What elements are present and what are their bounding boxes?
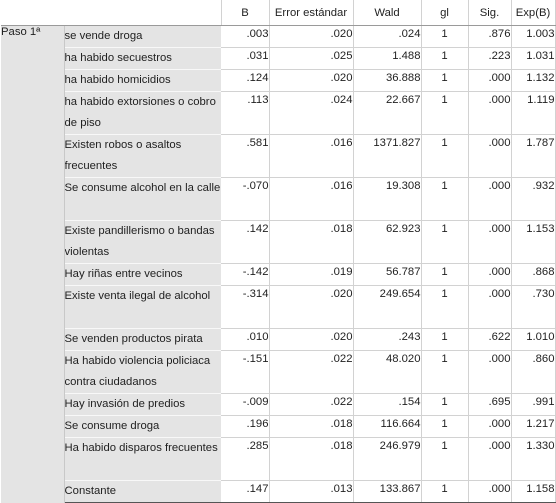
exp-b-value: 1.153	[511, 221, 555, 264]
b-value: .010	[221, 329, 269, 351]
header-wald: Wald	[353, 0, 421, 26]
row-label: Existe venta ilegal de alcohol	[64, 286, 221, 329]
exp-b-value: .868	[511, 264, 555, 286]
b-value: .581	[221, 135, 269, 178]
row-label: Existen robos o asaltos frecuentes	[64, 135, 221, 178]
gl-value: 1	[421, 178, 468, 221]
exp-b-value: 1.010	[511, 329, 555, 351]
wald-value: 19.308	[353, 178, 421, 221]
sig-value: .000	[468, 70, 511, 92]
b-value: .003	[221, 26, 269, 48]
exp-b-value: 1.158	[511, 481, 555, 503]
gl-value: 1	[421, 70, 468, 92]
sig-value: .000	[468, 221, 511, 264]
sig-value: .000	[468, 351, 511, 394]
gl-value: 1	[421, 416, 468, 438]
row-label: Hay riñas entre vecinos	[64, 264, 221, 286]
sig-value: .000	[468, 264, 511, 286]
wald-value: 62.923	[353, 221, 421, 264]
std-error-value: .024	[269, 92, 353, 135]
exp-b-value: .860	[511, 351, 555, 394]
exp-b-value: 1.003	[511, 26, 555, 48]
gl-value: 1	[421, 351, 468, 394]
table-row	[1, 481, 555, 503]
std-error-value: .018	[269, 221, 353, 264]
header-row	[1, 0, 555, 26]
b-value: -.070	[221, 178, 269, 221]
wald-value: .024	[353, 26, 421, 48]
header-b: B	[221, 0, 269, 26]
sig-value: .000	[468, 178, 511, 221]
row-label: ha habido secuestros	[64, 48, 221, 70]
sig-value: .000	[468, 416, 511, 438]
wald-value: 48.020	[353, 351, 421, 394]
std-error-value: .013	[269, 481, 353, 503]
table-row	[1, 264, 555, 286]
std-error-value: .020	[269, 286, 353, 329]
gl-value: 1	[421, 26, 468, 48]
b-value: .124	[221, 70, 269, 92]
b-value: .113	[221, 92, 269, 135]
table-row	[1, 135, 555, 178]
std-error-value: .020	[269, 70, 353, 92]
exp-b-value: 1.119	[511, 92, 555, 135]
table-row	[1, 26, 555, 48]
wald-value: 116.664	[353, 416, 421, 438]
b-value: -.009	[221, 394, 269, 416]
std-error-value: .018	[269, 416, 353, 438]
row-label: Ha habido disparos frecuentes	[64, 438, 221, 481]
gl-value: 1	[421, 286, 468, 329]
std-error-value: .018	[269, 438, 353, 481]
exp-b-value: 1.217	[511, 416, 555, 438]
table-row	[1, 92, 555, 135]
row-label: ha habido homicidios	[64, 70, 221, 92]
sig-value: .695	[468, 394, 511, 416]
table-row	[1, 221, 555, 264]
exp-b-value: 1.330	[511, 438, 555, 481]
row-label: ha habido extorsiones o cobro de piso	[64, 92, 221, 135]
header-corner	[1, 0, 64, 26]
gl-value: 1	[421, 394, 468, 416]
wald-value: 56.787	[353, 264, 421, 286]
wald-value: .154	[353, 394, 421, 416]
exp-b-value: 1.031	[511, 48, 555, 70]
sig-value: .622	[468, 329, 511, 351]
b-value: .031	[221, 48, 269, 70]
table-row	[1, 351, 555, 394]
b-value: -.142	[221, 264, 269, 286]
exp-b-value: .932	[511, 178, 555, 221]
row-label: Se consume droga	[64, 416, 221, 438]
exp-b-value: 1.132	[511, 70, 555, 92]
table-row	[1, 329, 555, 351]
b-value: .147	[221, 481, 269, 503]
sig-value: .000	[468, 135, 511, 178]
b-value: .285	[221, 438, 269, 481]
row-label: se vende droga	[64, 26, 221, 48]
std-error-value: .020	[269, 329, 353, 351]
sig-value: .000	[468, 286, 511, 329]
wald-value: 1371.827	[353, 135, 421, 178]
std-error-value: .016	[269, 135, 353, 178]
exp-b-value: 1.787	[511, 135, 555, 178]
wald-value: 249.654	[353, 286, 421, 329]
table-row	[1, 438, 555, 481]
exp-b-value: .991	[511, 394, 555, 416]
header-exp-b: Exp(B)	[511, 0, 555, 26]
exp-b-value: .730	[511, 286, 555, 329]
gl-value: 1	[421, 481, 468, 503]
sig-value: .000	[468, 438, 511, 481]
table-row	[1, 178, 555, 221]
header-std-error: Error estándar	[269, 0, 353, 26]
wald-value: 36.888	[353, 70, 421, 92]
wald-value: .243	[353, 329, 421, 351]
header-sig: Sig.	[468, 0, 511, 26]
header-variable	[64, 0, 221, 26]
table-row	[1, 394, 555, 416]
b-value: .196	[221, 416, 269, 438]
row-label: Existe pandillerismo o bandas violentas	[64, 221, 221, 264]
sig-value: .876	[468, 26, 511, 48]
header-gl: gl	[421, 0, 468, 26]
gl-value: 1	[421, 438, 468, 481]
sig-value: .000	[468, 481, 511, 503]
std-error-value: .022	[269, 351, 353, 394]
row-label: Se venden productos pirata	[64, 329, 221, 351]
sig-value: .223	[468, 48, 511, 70]
std-error-value: .016	[269, 178, 353, 221]
std-error-value: .022	[269, 394, 353, 416]
table-row	[1, 48, 555, 70]
wald-value: 1.488	[353, 48, 421, 70]
b-value: .142	[221, 221, 269, 264]
gl-value: 1	[421, 48, 468, 70]
table-row	[1, 286, 555, 329]
gl-value: 1	[421, 92, 468, 135]
std-error-value: .020	[269, 26, 353, 48]
table-row	[1, 70, 555, 92]
wald-value: 22.667	[353, 92, 421, 135]
row-label: Hay invasión de predios	[64, 394, 221, 416]
gl-value: 1	[421, 264, 468, 286]
gl-value: 1	[421, 221, 468, 264]
gl-value: 1	[421, 135, 468, 178]
row-label: Ha habido violencia policiaca contra ciudadanos	[64, 351, 221, 394]
sig-value: .000	[468, 92, 511, 135]
gl-value: 1	[421, 329, 468, 351]
row-label: Constante	[64, 481, 221, 503]
std-error-value: .019	[269, 264, 353, 286]
step-label: Paso 1ª	[1, 26, 64, 503]
b-value: -.151	[221, 351, 269, 394]
wald-value: 133.867	[353, 481, 421, 503]
table-row	[1, 416, 555, 438]
regression-table	[1, 0, 556, 503]
row-label: Se consume alcohol en la calle	[64, 178, 221, 221]
std-error-value: .025	[269, 48, 353, 70]
b-value: -.314	[221, 286, 269, 329]
wald-value: 246.979	[353, 438, 421, 481]
